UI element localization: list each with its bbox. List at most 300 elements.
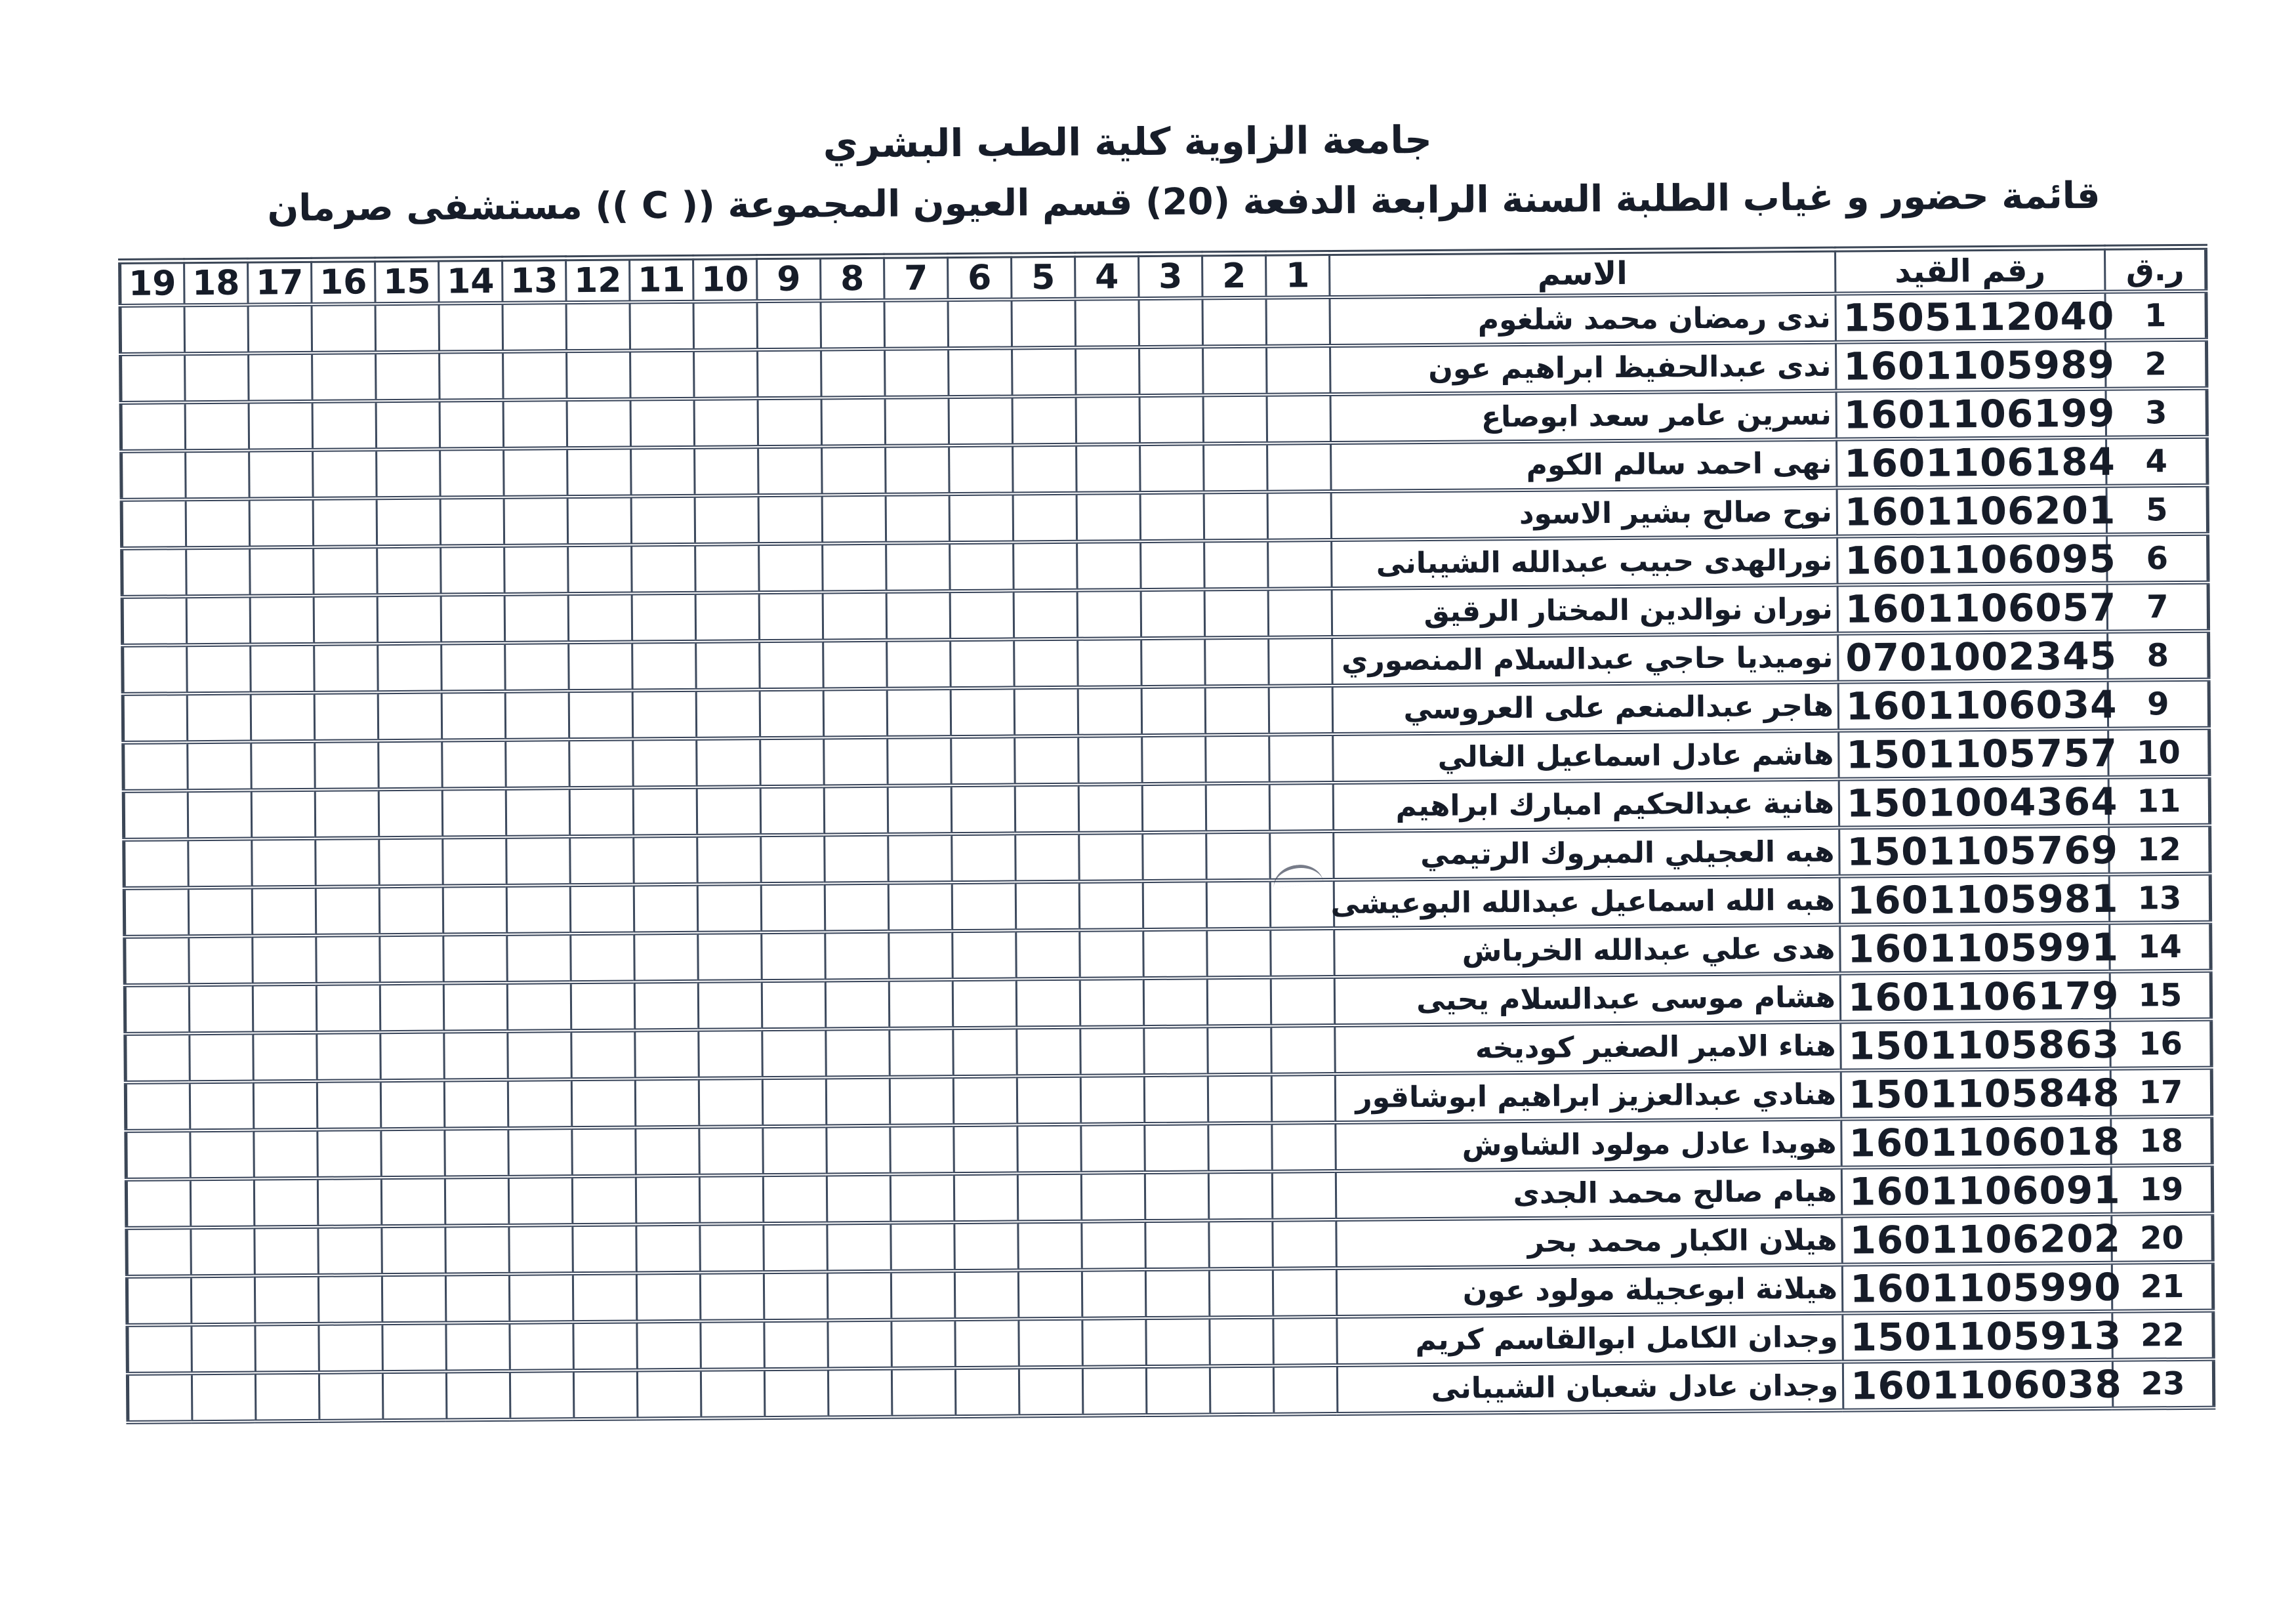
attendance-cell	[376, 401, 440, 450]
attendance-cell	[573, 1370, 638, 1419]
attendance-cell	[1205, 686, 1269, 735]
row-number-cell: 5	[2106, 485, 2208, 535]
attendance-cell	[1076, 493, 1141, 542]
attendance-cell	[759, 543, 823, 592]
attendance-cell	[316, 935, 380, 984]
attendance-cell	[760, 640, 824, 690]
registration-number-cell: 1601106034	[1838, 680, 2108, 731]
attendance-cell	[506, 836, 571, 886]
attendance-cell	[1146, 1317, 1210, 1367]
attendance-cell	[1012, 396, 1076, 445]
registration-number-cell: 1601106095	[1837, 535, 2108, 585]
attendance-cell	[1204, 589, 1269, 638]
col-header-day-8: 8	[821, 256, 884, 300]
col-header-day-6: 6	[948, 255, 1012, 300]
attendance-cell	[120, 305, 185, 354]
attendance-cell	[633, 787, 697, 836]
attendance-cell	[1208, 1123, 1273, 1172]
attendance-cell	[184, 305, 249, 354]
attendance-cell	[1140, 492, 1204, 541]
document-title: جامعة الزاوية كلية الطب البشري	[823, 117, 1433, 167]
attendance-cell	[440, 497, 504, 547]
attendance-cell	[191, 1228, 255, 1277]
registration-number-cell: 1601106091	[1841, 1166, 2112, 1216]
attendance-cell	[439, 303, 503, 352]
attendance-cell	[127, 1373, 192, 1422]
attendance-cell	[1142, 783, 1206, 833]
student-name-cell: هانية عبدالحكيم امبارك ابراهيم	[1333, 779, 1839, 831]
attendance-cell	[567, 496, 632, 545]
attendance-cell	[884, 300, 949, 349]
attendance-cell	[891, 1222, 955, 1271]
attendance-cell	[504, 497, 568, 546]
attendance-cell	[251, 693, 315, 742]
attendance-cell	[123, 645, 188, 694]
attendance-cell	[954, 1270, 1019, 1319]
attendance-cell	[949, 445, 1014, 494]
attendance-cell	[824, 737, 888, 787]
attendance-cell	[1016, 979, 1080, 1028]
attendance-cell	[1206, 880, 1271, 930]
attendance-cell	[567, 447, 632, 497]
attendance-cell	[1019, 1367, 1083, 1416]
row-number-cell: 6	[2107, 534, 2209, 583]
attendance-cell	[1018, 1222, 1082, 1271]
registration-number-cell: 1601105989	[1835, 341, 2106, 391]
attendance-cell	[699, 1126, 764, 1176]
attendance-cell	[127, 1228, 192, 1277]
attendance-cell	[1015, 882, 1080, 931]
col-header-day-16: 16	[312, 260, 375, 304]
attendance-cell	[189, 985, 253, 1034]
student-name-cell: ندى عبدالحفيظ ابراهيم عون	[1330, 342, 1836, 394]
attendance-cell	[255, 1275, 319, 1325]
student-name-cell: هناء الامير الصغير كوديخه	[1335, 1022, 1841, 1074]
col-header-day-4: 4	[1075, 255, 1139, 299]
attendance-cell	[636, 1224, 701, 1273]
attendance-cell	[571, 1079, 636, 1128]
attendance-cell	[249, 402, 313, 451]
student-name-cell: هويدا عادل مولود الشاوش	[1336, 1119, 1841, 1171]
attendance-cell	[190, 1082, 254, 1131]
registration-number-cell: 1601106038	[1843, 1360, 2113, 1411]
attendance-cell	[827, 1174, 891, 1224]
attendance-cell	[443, 837, 507, 886]
attendance-cell	[380, 1032, 445, 1081]
attendance-cell	[630, 350, 695, 400]
attendance-cell	[827, 1223, 892, 1272]
attendance-cell	[442, 789, 506, 838]
attendance-cell	[506, 739, 570, 789]
attendance-cell	[123, 791, 188, 840]
attendance-cell	[890, 1077, 954, 1126]
attendance-cell	[379, 789, 443, 838]
attendance-cell	[1079, 833, 1143, 882]
attendance-cell	[1206, 783, 1270, 833]
attendance-cell	[635, 1079, 699, 1128]
row-number-cell: 3	[2106, 388, 2207, 438]
attendance-cell	[377, 595, 441, 644]
attendance-cell	[885, 397, 949, 446]
attendance-cell	[1076, 444, 1141, 493]
row-number-cell: 14	[2110, 922, 2211, 972]
attendance-cell	[440, 400, 504, 449]
attendance-cell	[253, 1033, 318, 1082]
student-name-cell: هنادي عبدالعزيز ابراهيم ابوشاقور	[1335, 1071, 1841, 1123]
attendance-cell	[887, 688, 951, 737]
attendance-cell	[121, 451, 186, 500]
attendance-cell	[1145, 1269, 1210, 1318]
attendance-cell	[951, 785, 1015, 834]
attendance-cell	[441, 546, 505, 595]
row-number-cell: 2	[2105, 340, 2207, 389]
attendance-cell	[444, 1080, 508, 1129]
registration-number-cell: 1501105757	[1839, 729, 2109, 779]
registration-number-cell: 1601106201	[1837, 486, 2107, 537]
student-name-cell: نوح صالح بشير الاسود	[1331, 488, 1837, 540]
attendance-cell	[764, 1223, 828, 1272]
attendance-cell	[1141, 686, 1206, 735]
attendance-cell	[440, 449, 504, 498]
attendance-cell	[697, 787, 761, 836]
attendance-cell	[825, 883, 889, 932]
col-header-day-2: 2	[1202, 253, 1266, 298]
attendance-cell	[508, 1176, 573, 1226]
attendance-cell	[632, 690, 697, 739]
attendance-cell	[954, 1173, 1018, 1222]
attendance-cell	[891, 1271, 955, 1320]
attendance-cell	[318, 1275, 382, 1324]
attendance-cell	[888, 834, 953, 883]
attendance-cell	[318, 1178, 382, 1227]
attendance-cell	[252, 887, 316, 936]
row-number-cell: 16	[2110, 1020, 2212, 1069]
attendance-cell	[441, 691, 506, 741]
attendance-cell	[1082, 1221, 1146, 1270]
attendance-cell	[697, 884, 762, 933]
attendance-cell	[701, 1321, 765, 1370]
student-name-cell: هدى علي عبدالله الخرباش	[1334, 925, 1840, 977]
col-header-day-7: 7	[884, 256, 948, 300]
attendance-cell	[758, 446, 823, 495]
attendance-cell	[1076, 347, 1140, 396]
attendance-cell	[700, 1272, 764, 1321]
attendance-cell	[503, 351, 567, 400]
attendance-cell	[508, 1079, 572, 1128]
attendance-cell	[1078, 687, 1142, 736]
attendance-cell	[1203, 395, 1267, 444]
attendance-cell	[954, 1222, 1019, 1271]
col-header-day-5: 5	[1012, 255, 1075, 299]
attendance-cell	[443, 983, 508, 1032]
attendance-cell	[1077, 541, 1141, 590]
attendance-cell	[381, 1129, 445, 1178]
attendance-cell	[319, 1323, 383, 1373]
document-subtitle: قائمة حضور و غياب الطلبة السنة الرابعة الدفعة (20) قسم العيون المجموعة (( C )) مستشفى صرمان	[267, 174, 2101, 230]
attendance-cell	[573, 1321, 638, 1371]
attendance-cell	[191, 1276, 255, 1325]
attendance-cell	[636, 1127, 700, 1176]
attendance-cell	[1268, 588, 1332, 638]
attendance-cell	[569, 690, 633, 739]
attendance-cell	[1204, 492, 1268, 541]
attendance-cell	[1272, 1123, 1336, 1172]
attendance-cell	[952, 882, 1016, 931]
attendance-cell	[1141, 638, 1206, 687]
attendance-cell	[446, 1323, 510, 1372]
attendance-cell	[444, 1031, 508, 1081]
attendance-cell	[442, 740, 506, 789]
attendance-cell	[378, 644, 442, 693]
attendance-cell	[823, 689, 888, 738]
attendance-cell	[573, 1224, 637, 1273]
attendance-cell	[1014, 688, 1078, 737]
attendance-cell	[764, 1369, 829, 1418]
attendance-cell	[950, 542, 1014, 591]
attendance-cell	[126, 1179, 191, 1228]
attendance-cell	[253, 1081, 318, 1130]
attendance-cell	[315, 789, 379, 838]
attendance-cell	[823, 543, 887, 592]
attendance-cell	[827, 1126, 891, 1175]
attendance-cell	[253, 936, 317, 985]
attendance-cell	[1143, 978, 1208, 1027]
attendance-cell	[888, 882, 953, 932]
attendance-cell	[568, 593, 632, 642]
attendance-cell	[701, 1369, 765, 1418]
attendance-cell	[1139, 395, 1204, 444]
attendance-cell	[1014, 639, 1078, 688]
student-name-cell: نوميديا حاجي عبدالسلام المنصوري	[1332, 634, 1838, 686]
attendance-cell	[379, 838, 443, 887]
attendance-cell	[441, 643, 506, 692]
attendance-cell	[1017, 1173, 1082, 1222]
attendance-cell	[382, 1323, 447, 1372]
attendance-cell	[637, 1370, 701, 1419]
attendance-cell	[187, 645, 251, 694]
registration-number-cell: 1601106179	[1840, 972, 2110, 1022]
attendance-cell	[699, 1078, 763, 1127]
col-header-day-11: 11	[630, 257, 693, 302]
attendance-cell	[319, 1372, 383, 1421]
attendance-cell	[696, 641, 760, 690]
attendance-cell	[1273, 1220, 1337, 1269]
attendance-cell	[122, 548, 187, 597]
attendance-cell	[1018, 1270, 1082, 1319]
attendance-cell	[312, 352, 377, 402]
attendance-cell	[509, 1273, 573, 1323]
attendance-cell	[758, 495, 823, 544]
row-number-cell: 13	[2109, 874, 2211, 923]
attendance-cell	[186, 499, 250, 548]
attendance-cell	[255, 1324, 319, 1373]
attendance-cell	[250, 547, 314, 596]
attendance-cell	[255, 1373, 319, 1422]
attendance-cell	[566, 302, 630, 351]
attendance-cell	[698, 981, 762, 1030]
attendance-cell	[185, 354, 249, 403]
attendance-cell	[186, 548, 251, 597]
attendance-cell	[190, 1179, 255, 1228]
attendance-cell	[573, 1273, 637, 1322]
attendance-cell	[251, 741, 316, 791]
attendance-cell	[694, 398, 758, 447]
attendance-cell	[121, 499, 186, 548]
attendance-cell	[123, 693, 188, 743]
attendance-cell	[953, 1027, 1017, 1077]
col-header-day-3: 3	[1139, 254, 1202, 299]
attendance-cell	[382, 1371, 447, 1420]
attendance-cell	[633, 739, 697, 788]
attendance-cell	[1075, 299, 1139, 348]
attendance-cell	[1012, 299, 1076, 348]
attendance-cell	[185, 402, 249, 451]
student-name-cell: هيام صالح محمد الجدى	[1336, 1168, 1841, 1220]
attendance-cell	[381, 1177, 445, 1226]
attendance-cell	[122, 596, 187, 646]
attendance-cell	[699, 1175, 764, 1224]
attendance-cell	[886, 494, 950, 543]
attendance-cell	[696, 690, 760, 739]
student-name-cell: هيلان الكبار محمد بحر	[1336, 1216, 1842, 1268]
attendance-cell	[377, 498, 441, 547]
attendance-cell	[953, 930, 1017, 980]
attendance-cell	[631, 447, 695, 497]
attendance-cell	[1142, 735, 1206, 784]
attendance-cell	[1269, 783, 1334, 832]
attendance-cell	[949, 348, 1013, 397]
attendance-cell	[760, 689, 824, 738]
student-name-cell: هاجر عبدالمنعم على العروسي	[1332, 682, 1838, 734]
attendance-cell	[188, 791, 252, 840]
attendance-cell	[1080, 1075, 1145, 1125]
attendance-cell	[1076, 396, 1140, 445]
registration-number-cell: 1501105769	[1839, 826, 2110, 877]
attendance-cell	[1080, 1027, 1145, 1076]
attendance-cell	[317, 1032, 381, 1081]
attendance-cell	[1273, 1317, 1338, 1366]
student-name-cell: وجدان عادل شعبان الشيبانى	[1337, 1362, 1843, 1414]
attendance-cell	[252, 838, 316, 888]
attendance-cell	[1016, 930, 1080, 980]
attendance-cell	[1017, 1027, 1081, 1077]
attendance-cell	[1014, 542, 1078, 591]
attendance-cell	[567, 399, 631, 448]
col-header-day-14: 14	[439, 258, 502, 303]
student-name-cell: نهى احمد سالم الكوم	[1331, 440, 1837, 491]
attendance-cell	[570, 884, 634, 934]
attendance-cell	[889, 931, 953, 980]
col-header-day-18: 18	[184, 260, 248, 305]
row-number-cell: 9	[2108, 680, 2209, 729]
attendance-cell	[504, 448, 568, 497]
attendance-cell	[377, 547, 441, 596]
registration-number-cell: 1601106057	[1837, 583, 2108, 634]
attendance-cell	[827, 1271, 892, 1321]
attendance-cell	[1014, 590, 1078, 640]
attendance-cell	[1082, 1367, 1147, 1416]
row-number-cell: 7	[2107, 583, 2209, 632]
attendance-cell	[758, 398, 822, 447]
attendance-cell	[380, 1081, 445, 1130]
attendance-cell	[826, 1077, 890, 1126]
attendance-cell	[1204, 541, 1269, 590]
attendance-cell	[953, 1076, 1017, 1125]
attendance-cell	[507, 982, 571, 1031]
attendance-cell	[763, 1174, 827, 1224]
student-name-cell: نوران نوالدين المختار الرقيق	[1332, 585, 1837, 637]
attendance-cell	[695, 544, 760, 593]
attendance-cell	[249, 450, 314, 499]
attendance-cell	[503, 400, 567, 449]
attendance-cell	[1268, 540, 1332, 589]
attendance-cell	[1139, 298, 1203, 347]
attendance-cell	[506, 788, 570, 837]
attendance-cell	[190, 1130, 255, 1180]
attendance-cell	[440, 352, 504, 401]
attendance-cell	[823, 640, 888, 690]
attendance-cell	[631, 496, 695, 545]
attendance-cell	[313, 498, 377, 547]
attendance-cell	[762, 1077, 827, 1126]
attendance-cell	[759, 592, 823, 641]
attendance-cell	[445, 1274, 510, 1323]
attendance-cell	[1079, 881, 1143, 930]
attendance-cell	[951, 736, 1015, 785]
attendance-cell	[251, 790, 316, 839]
attendance-cell	[949, 493, 1014, 543]
attendance-cell	[951, 688, 1015, 737]
attendance-cell	[821, 398, 886, 447]
attendance-cell	[823, 592, 887, 641]
attendance-cell	[764, 1271, 828, 1321]
row-number-cell: 23	[2112, 1359, 2214, 1409]
attendance-cell	[1081, 1172, 1145, 1222]
attendance-cell	[188, 742, 252, 791]
registration-number-cell: 1501105863	[1841, 1020, 2111, 1071]
attendance-cell	[762, 1029, 827, 1078]
attendance-cell	[1015, 833, 1080, 882]
attendance-cell	[502, 302, 567, 352]
col-header-day-1: 1	[1266, 253, 1330, 298]
row-number-cell: 21	[2112, 1262, 2213, 1311]
attendance-cell	[316, 983, 380, 1033]
attendance-cell	[127, 1276, 192, 1325]
attendance-cell	[1269, 637, 1333, 686]
attendance-cell	[886, 591, 951, 640]
attendance-cell	[890, 1174, 954, 1223]
attendance-cell	[1273, 1365, 1338, 1414]
attendance-cell	[376, 352, 440, 402]
attendance-cell	[1017, 1076, 1081, 1125]
attendance-cell	[697, 738, 761, 787]
attendance-cell	[1145, 1123, 1209, 1172]
attendance-cell	[509, 1225, 573, 1274]
attendance-cell	[1271, 1074, 1336, 1123]
attendance-cell	[1143, 929, 1208, 978]
attendance-cell	[570, 836, 634, 885]
col-header-registration-number: رقم القيد	[1835, 247, 2105, 293]
attendance-cell	[121, 354, 186, 403]
attendance-cell	[630, 399, 695, 448]
row-number-cell: 20	[2112, 1214, 2213, 1263]
attendance-cell	[315, 741, 379, 790]
attendance-cell	[186, 596, 251, 646]
registration-number-cell: 1601105991	[1840, 923, 2110, 974]
col-header-day-17: 17	[248, 260, 312, 304]
attendance-cell	[1271, 1025, 1336, 1075]
attendance-cell	[508, 1128, 573, 1177]
